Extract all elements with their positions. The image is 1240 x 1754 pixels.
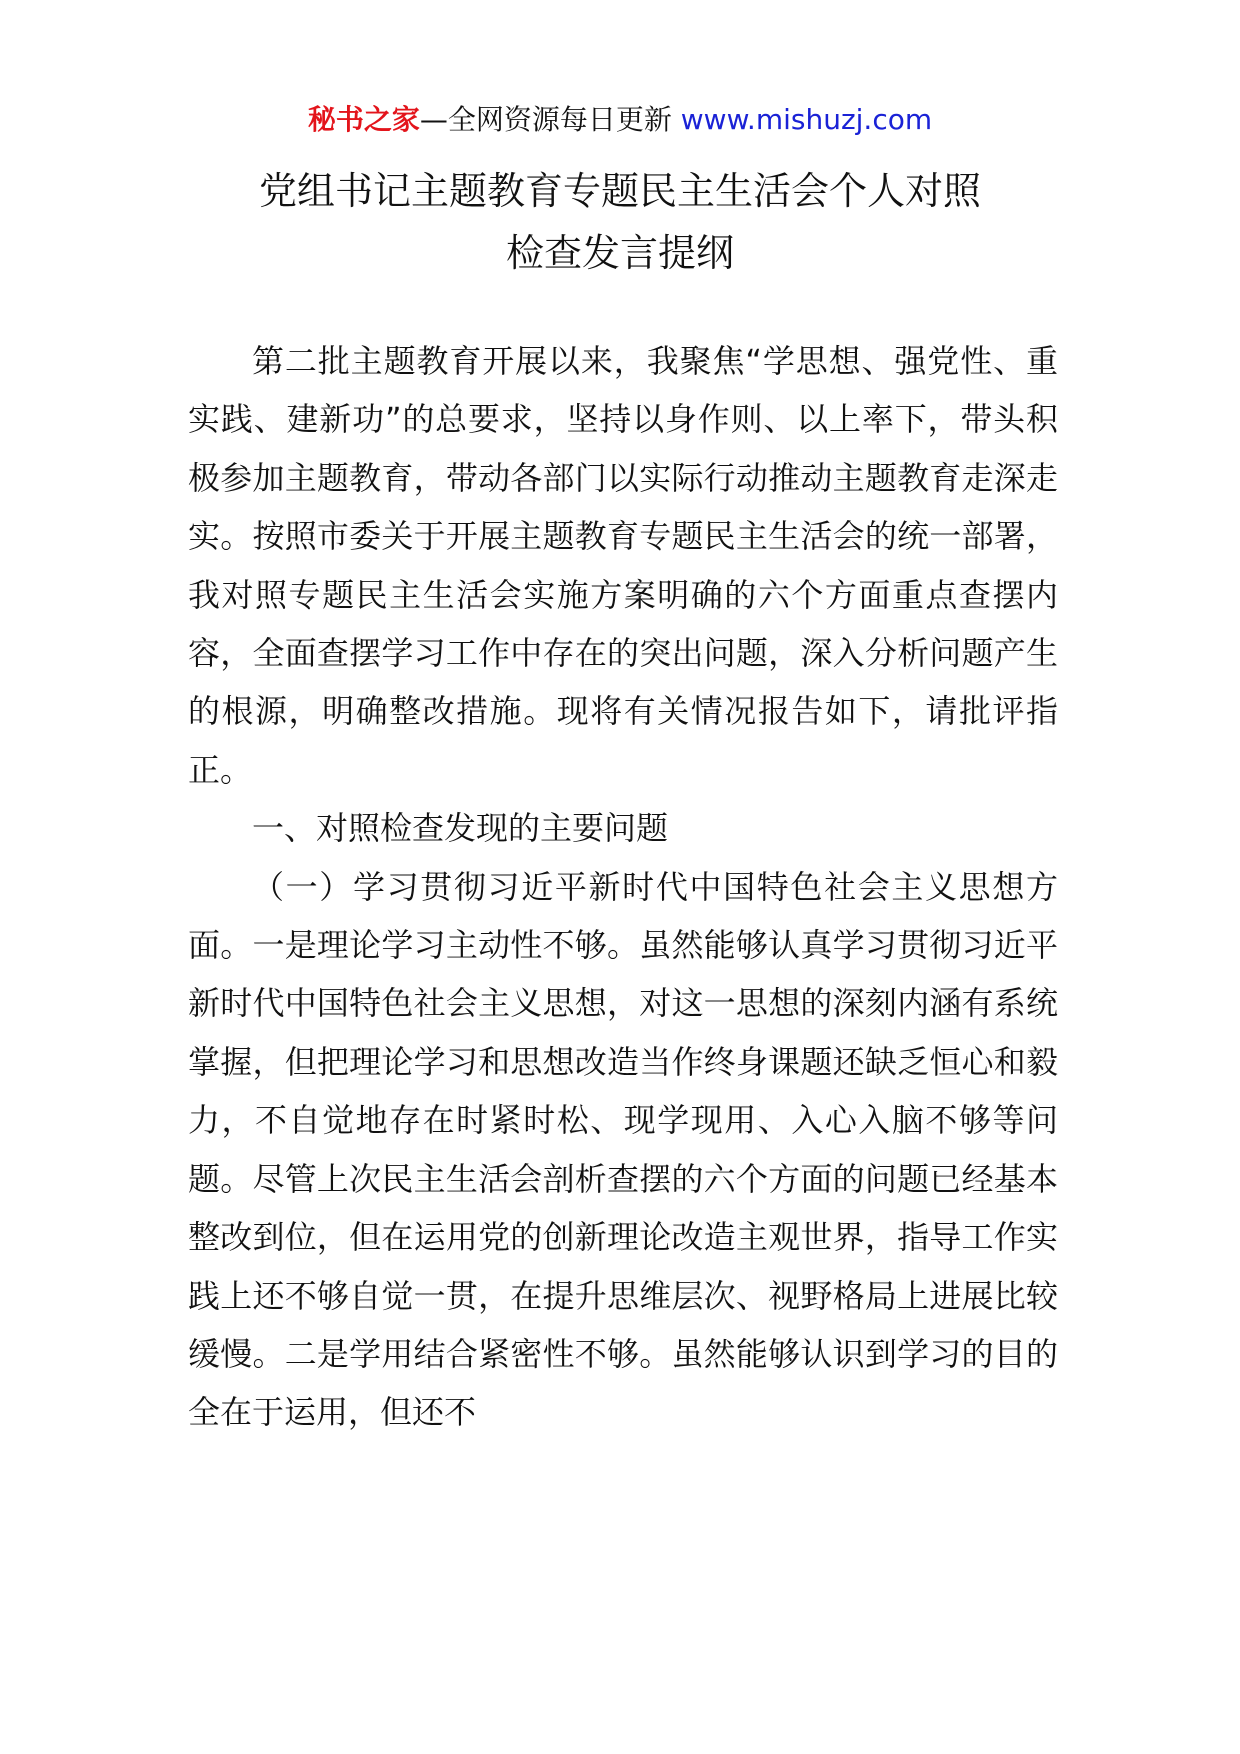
site-url-link[interactable]: www.mishuzj.com [680, 103, 933, 136]
document-body [188, 332, 1058, 1442]
section-paragraph: （一）学习贯彻习近平新时代中国特色社会主义思想方面。一是理论学习主动性不够。虽然能够认真学习贯彻习近平新时代中国特色社会主义思想，对这一思想的深刻内涵有系统掌握，但把理论学习和思想改造当作终身课题还缺乏恒心和毅力，不自觉地存在时紧时松、现学现用、入心入脑不够等问题。尽管上次民主生活会剖析查摆的六个方面的问题已经基本整改到位，但在运用党的创新理论改造主观世界，指导工作实践上还不够自觉一贯，在提升思维层次、视野格局上进展比较缓慢。二是学用结合紧密性不够。虽然能够认识到学习的目的全在于运用，但还不 [188, 867, 1058, 1432]
document-title-line-2: 检查发言提纲 [505, 231, 734, 275]
source-banner [0, 100, 1240, 140]
intro-paragraph: 第二批主题教育开展以来，我聚焦“学思想、强党性、重实践、建新功”的总要求，坚持以身作则、以上率下，带头积极参加主题教育，带动各部门以实际行动推动主题教育走深走实。按照市委关于开展主题教育专题民主生活会的统一部署，我对照专题民主生活会实施方案明确的六个方面重点查摆内容，全面查摆学习工作中存在的突出问题，深入分析问题产生的根源，明确整改措施。现将有关情况报告如下，请批评指正。 [188, 342, 1058, 789]
document-title [0, 160, 1240, 284]
document-title-line-1: 党组书记主题教育专题民主生活会个人对照 [258, 169, 981, 213]
section-heading: 一、对照检查发现的主要问题 [252, 809, 669, 848]
banner-tagline: —全网资源每日更新 [419, 103, 681, 136]
brand-name: 秘书之家 [307, 103, 420, 136]
